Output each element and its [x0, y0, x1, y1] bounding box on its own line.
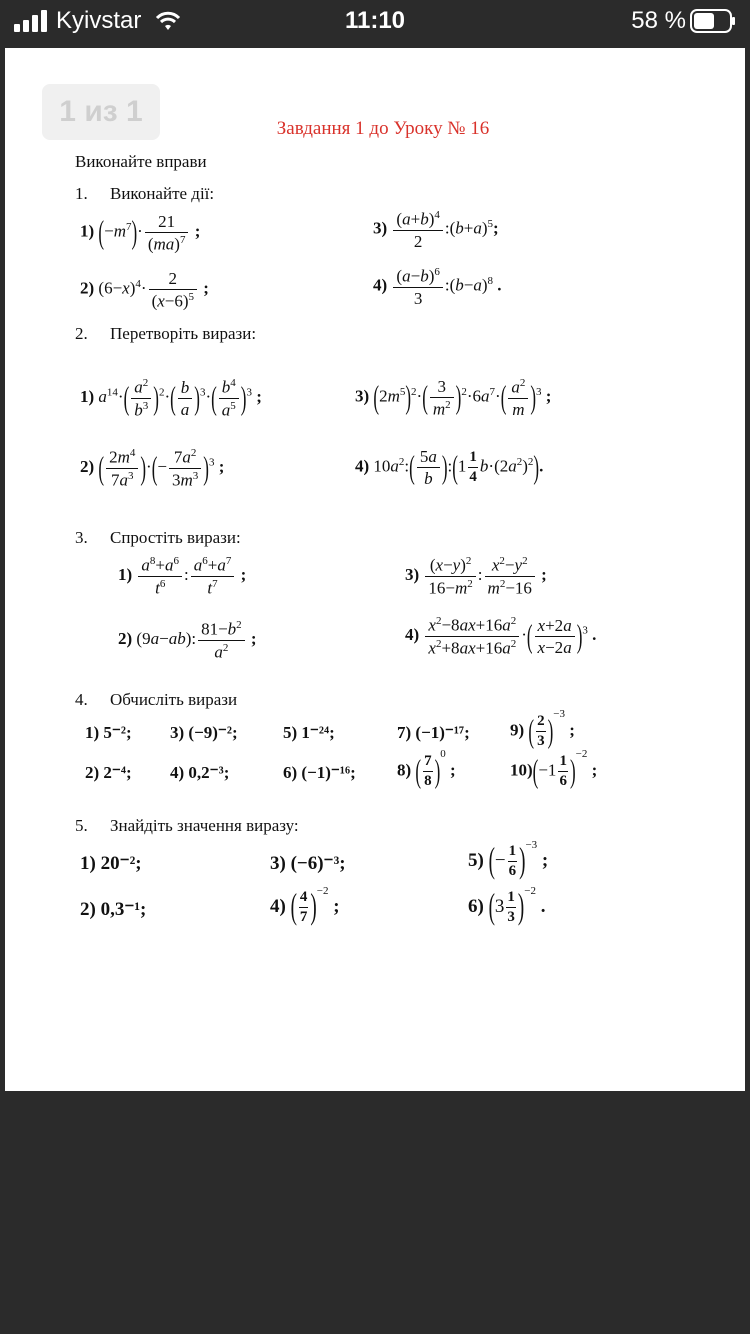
- exercise-2-4: 4) $10a^2$:( $\frac{5a}{b}$ ):(1 $\frac{1}{4}$ $b\cdot(2a^2)^2$).: [355, 447, 544, 488]
- exercise-3-4: 4) $\frac{x^2-8ax+16a^2}{x^2+8ax+16a^2}$ ·( $\frac{x+2a}{x-2a}$ )$^3$ .: [405, 615, 597, 658]
- exercise-3-3: 3) $\frac{(x-y)^2}{16-m^2}$ : $\frac{x^2-y^2}{m^2-16}$ ;: [405, 555, 547, 598]
- exercise-4-2: 2) 2⁻⁴;: [85, 763, 132, 782]
- exercise-4-9: 9) ( $\frac{2}{3}$ )$^{-3}$ ;: [510, 708, 575, 750]
- exercise-5-4: 4) ( $\frac{4}{7}$ )$^{-2}$ ;: [270, 884, 340, 928]
- section-5-number: 5.: [75, 816, 88, 835]
- section-2-number: 2.: [75, 324, 88, 343]
- clock: 11:10: [344, 7, 406, 34]
- section-3-number: 3.: [75, 528, 88, 547]
- section-3-title: Спростіть вирази:: [110, 528, 241, 547]
- exercise-5-6: 6) (3 $\frac{1}{3}$ )$^{-2}$ .: [468, 884, 546, 928]
- exercise-2-2: 2) ( $\frac{2m^4}{7a^3}$ )·(− $\frac{7a^2}{3m^3}$ )$^3$ ;: [80, 447, 225, 490]
- carrier-name: Kyivstar: [56, 7, 142, 34]
- exercise-4-6: 6) (−1)⁻¹⁶;: [283, 763, 356, 782]
- exercise-3-1: 1) $\frac{a^8+a^6}{t^6}$ : $\frac{a^6+a^7}{t^7}$ ;: [118, 555, 247, 598]
- status-bar: [0, 0, 750, 44]
- exercise-5-3: 3) (−6)⁻³;: [270, 853, 346, 874]
- exercise-5-5: 5) (− $\frac{1}{6}$ )$^{-3}$ ;: [468, 838, 549, 882]
- exercise-3-2: 2) (9a−ab): $\frac{81-b^2}{a^2}$ ;: [118, 619, 257, 662]
- section-1-number: 1.: [75, 184, 88, 203]
- exercise-5-2: 2) 0,3⁻¹;: [80, 899, 147, 920]
- document-content: [5, 48, 745, 1091]
- page-counter: 1 из 1: [42, 84, 160, 140]
- section-1-title: Виконайте дії:: [110, 184, 215, 203]
- section-2-title: Перетворіть вирази:: [110, 324, 257, 343]
- exercise-1-1: 1) $(-m^7)\cdot$ $\frac{21}{(ma)^7}$ ;: [80, 212, 201, 254]
- exercise-1-2: 2) $(6-x)^4\cdot$ $\frac{2}{(x-6)^5}$ ;: [80, 269, 209, 311]
- battery-percent: 58 %: [631, 7, 686, 34]
- exercise-4-5: 5) 1⁻²⁴;: [283, 723, 335, 742]
- document-title: Завдання 1 до Уроку № 16: [276, 118, 490, 139]
- exercise-4-7: 7) (−1)⁻¹⁷;: [397, 723, 470, 742]
- exercise-4-4: 4) 0,2⁻³;: [170, 763, 230, 782]
- exercise-2-3: 3) $(2m^5)^2\cdot$( $\frac{3}{m^2}$ )$^2\cdot 6a^7\cdot$( $\frac{a^2}{m}$ )$^3$ ;: [355, 377, 552, 419]
- battery-icon: [690, 9, 736, 33]
- exercise-4-8: 8) ( $\frac{7}{8}$ )$^0$ ;: [397, 748, 456, 790]
- section-5-title: Знайдіть значення виразу:: [110, 816, 299, 835]
- exercise-2-1: 1) $a^{14}\cdot$( $\frac{a^2}{b^3}$ )$^2$·( $\frac{b}{a}$ )$^3$·( $\frac{b^4}{a^5}$ )$^3$ ;: [80, 377, 262, 420]
- exercise-4-10: 10)(−1 $\frac{1}{6}$ )$^{-2}$ ;: [510, 748, 598, 790]
- section-4-title: Обчисліть вирази: [110, 690, 238, 709]
- exercise-5-1: 1) 20⁻²;: [80, 853, 142, 874]
- section-4-number: 4.: [75, 690, 88, 709]
- exercise-1-3: 3) $\frac{(a+b)^4}{2}$ $:(b+a)^5$;: [373, 209, 499, 251]
- exercise-1-4: 4) $\frac{(a-b)^6}{3}$ $:(b-a)^8$ .: [373, 266, 502, 308]
- exercise-4-1: 1) 5⁻²;: [85, 723, 132, 742]
- exercise-4-3: 3) (−9)⁻²;: [170, 723, 238, 742]
- document-intro: Виконайте вправи: [75, 152, 207, 171]
